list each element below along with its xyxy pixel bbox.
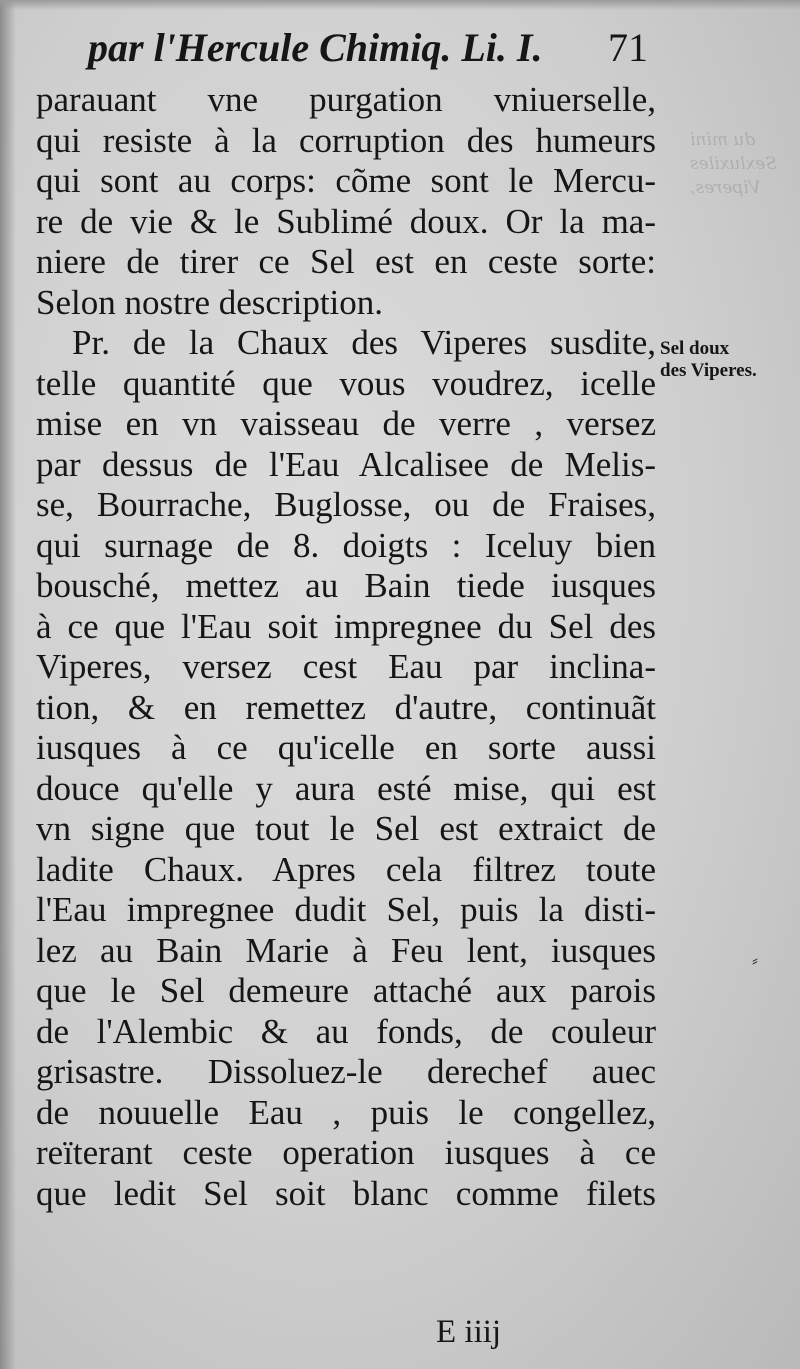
signature-mark: E iiij [436,1314,502,1350]
text-line: par dessus de l'Eau Alcalisee de Melis- [36,444,656,484]
text-line: bousché, mettez au Bain tiede iusques [36,566,656,605]
text-line: Viperes, versez cest Eau par inclina- [36,647,656,686]
margin-note-line: Sel doux [660,338,730,359]
text-line: douce qu'elle y aura esté mise, qui est [36,768,656,808]
show-through-text: du mini Sexluxiles Viperes, [690,130,777,198]
body-text [36,80,656,1214]
running-head [88,24,648,80]
text-line: mise en vn vaisseau de verre , versez [36,404,656,443]
text-line: Selon nostre description. [36,282,384,322]
text-line: vn signe que tout le Sel est extraict de [36,809,656,848]
margin-note [660,338,800,382]
page-number: 71 [608,25,648,70]
text-line: à ce que l'Eau soit impregnee du Sel des [36,606,656,646]
running-head-title: par l'Hercule Chimiq. Li. I. [88,25,543,70]
text-line: que ledit Sel soit blanc comme filets [36,1173,656,1213]
page-edge-shadow [0,0,16,1369]
page-top-shadow [0,0,800,10]
text-line: Pr. de la Chaux des Viperes susdite, [72,323,656,362]
text-line: que le Sel demeure attaché aux parois [36,971,656,1010]
text-line: reïterant ceste operation iusques à ce [36,1133,656,1172]
text-line: re de vie & le Sublimé doux. Or la ma- [36,201,656,241]
margin-note-line: des Viperes. [660,360,757,381]
text-line: l'Eau impregnee dudit Sel, puis la disti- [36,890,656,929]
text-line: qui surnage de 8. doigts : Iceluy bien [36,525,656,565]
text-line: parauant vne purgation vniuerselle, [36,80,656,119]
ink-speck: ⸗ [752,950,758,971]
text-line: niere de tirer ce Sel est en ceste sorte: [36,242,656,281]
text-line: lez au Bain Marie à Feu lent, iusques [36,930,656,970]
text-line: qui resiste à la corruption des humeurs [36,120,656,160]
text-line: iusques à ce qu'icelle en sorte aussi [36,728,656,767]
text-line: tion, & en remettez d'autre, continuãt [36,687,656,727]
text-line: telle quantité que vous voudrez, icelle [36,363,656,403]
text-line: de nouuelle Eau , puis le congellez, [36,1092,656,1132]
text-line: qui sont au corps: cõme sont le Mercu- [36,161,656,200]
text-line: se, Bourrache, Buglosse, ou de Fraises, [36,485,656,524]
text-line: grisastre. Dissoluez-le derechef auec [36,1052,656,1091]
text-line: ladite Chaux. Apres cela filtrez toute [36,849,656,889]
text-line: de l'Alembic & au fonds, de couleur [36,1011,656,1051]
